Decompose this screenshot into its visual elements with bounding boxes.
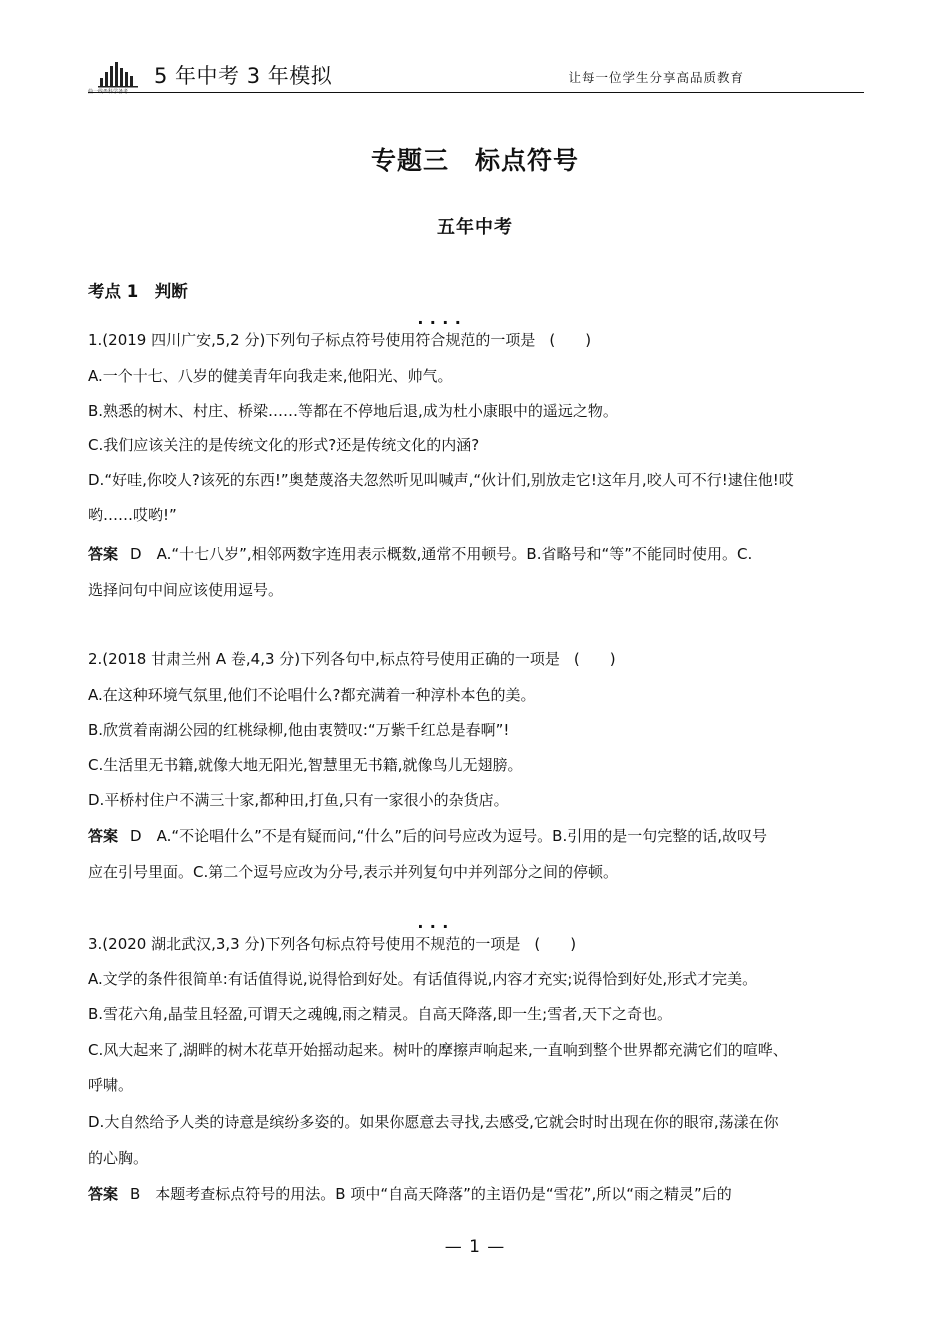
question-1-answer <box>88 544 752 564</box>
question-2-option-a: A.在这种环境气氛里,他们不论唱什么?都充满着一种淳朴本色的美。 <box>88 686 536 704</box>
question-3-stem-text: 3.(2020 湖北武汉,3,3 分)下列各句标点符号使用 <box>88 935 416 953</box>
header-divider <box>88 92 864 93</box>
question-2-stem <box>88 649 616 669</box>
document-title: 专题三 标点符号 <box>370 146 579 175</box>
question-3-stem-tail: 的一项是 <box>460 935 521 953</box>
question-2-option-d: D.平桥村住户不满三十家,都种田,打鱼,只有一家很小的杂货店。 <box>88 791 509 809</box>
question-1-stem-tail: 的一项是 <box>475 331 536 349</box>
page-header <box>88 56 864 96</box>
answer-text: B 本题考查标点符号的用法。B 项中“自高天降落”的主语仍是“雪花”,所以“雨之精灵”后的 <box>130 1185 732 1203</box>
question-3-option-c: C.风大起来了,湖畔的树木花草开始摇动起来。树叶的摩擦声响起来,一直响到整个世界都充满它们的喧哗、 <box>88 1041 788 1059</box>
question-1-stem <box>88 330 591 350</box>
question-1-option-b: B.熟悉的树木、村庄、桥梁……等都在不停地后退,成为杜小康眼中的遥远之物。 <box>88 402 618 420</box>
question-1-option-a: A.一个十七、八岁的健美青年向我走来,他阳光、帅气。 <box>88 367 453 385</box>
question-3-option-d: D.大自然给予人类的诗意是缤纷多姿的。如果你愿意去寻找,去感受,它就会时时出现在你的眼帘,荡漾在你 <box>88 1113 779 1131</box>
question-3-option-b: B.雪花六角,晶莹且轻盈,可谓天之魂魄,雨之精灵。自高天降落,即一生;雪者,天下之奇也。 <box>88 1005 672 1023</box>
question-2-stem-text: 2.(2018 甘肃兰州 A 卷,4,3 分)下列各句中,标点符号使用正确的一项是 <box>88 650 560 668</box>
question-3-option-c-cont: 呼啸。 <box>88 1076 134 1094</box>
document-subtitle: 五年中考 <box>437 217 513 238</box>
emphasis-dots: · · · 不规范 <box>415 934 460 954</box>
answer-text: D A.“不论唱什么”不是有疑而问,“什么”后的问号应改为逗号。B.引用的是一句完整的话,故叹号 <box>130 827 768 845</box>
logo-caption: 曲一线®科学备考 <box>88 89 129 95</box>
question-1-option-c: C.我们应该关注的是传统文化的形式?还是传统文化的内涵? <box>88 436 480 454</box>
question-2-option-c: C.生活里无书籍,就像大地无阳光,智慧里无书籍,就像鸟儿无翅膀。 <box>88 756 523 774</box>
question-2-answer <box>88 826 767 846</box>
header-slogan: 让每一位学生分享高品质教育 <box>568 70 744 85</box>
question-1-option-d-cont: 哟……哎哟!” <box>88 506 177 524</box>
question-1-option-d: D.“好哇,你咬人?该死的东西!”奥楚蔑洛夫忽然听见叫喊声,“伙计们,别放走它!这年月,咬人可不行!逮住他!哎 <box>88 471 794 489</box>
answer-label: 答案 <box>88 1185 119 1203</box>
answer-blank: ( ) <box>534 935 577 953</box>
header-title: 5 年中考 3 年模拟 <box>154 64 333 88</box>
answer-blank: ( ) <box>573 650 616 668</box>
question-2-answer-cont: 应在引号里面。C.第二个逗号应改为分号,表示并列复句中并列部分之间的停顿。 <box>88 863 619 881</box>
page-number: — 1 — <box>444 1237 506 1257</box>
question-3-stem <box>88 934 576 954</box>
answer-blank: ( ) <box>549 331 592 349</box>
question-3-option-a: A.文学的条件很简单:有话值得说,说得恰到好处。有话值得说,内容才充实;说得恰到好处,形式才完美。 <box>88 970 758 988</box>
publisher-logo-icon <box>98 58 142 92</box>
question-2-option-b: B.欣赏着南湖公园的红桃绿柳,他由衷赞叹:“万紫千红总是春啊”! <box>88 721 510 739</box>
question-3-option-d-cont: 的心胸。 <box>88 1149 149 1167</box>
answer-label: 答案 <box>88 545 119 563</box>
question-3-answer <box>88 1184 732 1204</box>
question-1-answer-cont: 选择问句中间应该使用逗号。 <box>88 581 284 599</box>
emphasis-dots: · · · · 符合规范 <box>415 330 475 350</box>
answer-label: 答案 <box>88 827 119 845</box>
answer-text: D A.“十七八岁”,相邻两数字连用表示概数,通常不用顿号。B.省略号和“等”不能同时使用。C. <box>130 545 753 563</box>
section-heading: 考点 1 判断 <box>88 282 188 301</box>
question-1-stem-text: 1.(2019 四川广安,5,2 分)下列句子标点符号使用 <box>88 331 416 349</box>
